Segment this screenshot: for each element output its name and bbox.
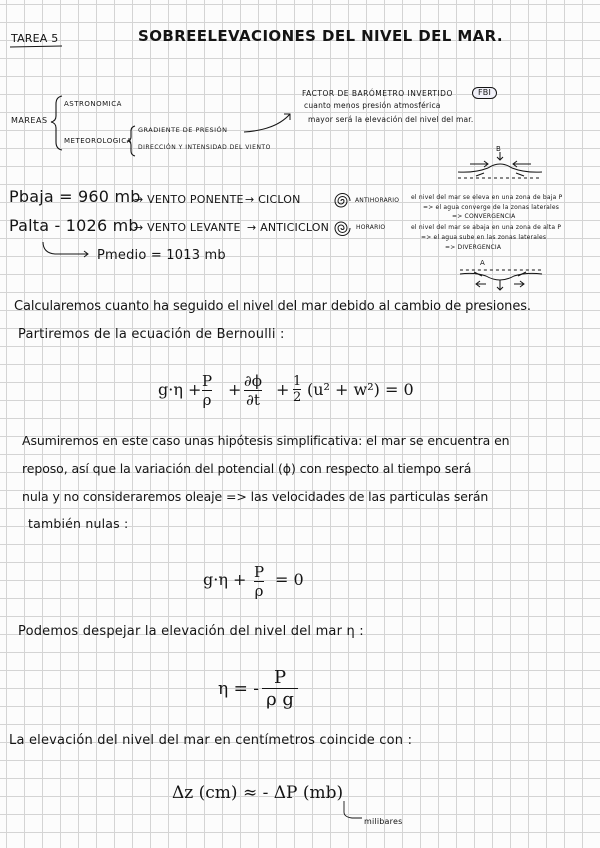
mareas-brace (51, 96, 62, 150)
pressure-low: Pbaja = 960 mb (9, 187, 141, 206)
paragraph-podemos: Podemos despejar la elevación del nivel del mar η : (18, 624, 364, 639)
eq1-frac3-num: 1 (293, 374, 302, 389)
fbi-line1: FACTOR DE BARÓMETRO INVERTIDO (302, 89, 453, 98)
anticyclone-spiral-icon (335, 222, 350, 236)
pmedio-arrow (43, 242, 88, 254)
note-low-2: => el agua converge de la zonas laterales (423, 204, 560, 211)
wind-low: → VENTO PONENTE (134, 193, 244, 206)
mareas-gradiente: GRADIENTE DE PRESIÓN (138, 126, 228, 134)
paragraph-calcularemos: Calcularemos cuanto ha seguido el nivel del mar debido al cambio de presiones. (14, 299, 531, 314)
cyclone-spiral-icon (335, 194, 350, 207)
rotation-low: ANTIHORARIO (355, 197, 400, 204)
paragraph-asumiremos-4: también nulas : (28, 516, 129, 531)
eq4: Δz (cm) ≈ - ΔP (mb) (172, 783, 344, 803)
note-low-3: => CONVERGENCIA (452, 213, 516, 220)
diagram-a-label: A (480, 259, 485, 267)
mareas-astronomica: ASTRONOMICA (64, 100, 122, 108)
rotation-high: HORARIO (356, 224, 386, 231)
system-low: → CICLON (245, 193, 301, 206)
paragraph-partiremos: Partiremos de la ecuación de Bernoulli : (18, 327, 285, 342)
mareas-direccion: DIRECCIÓN Y INTENSIDAD DEL VIENTO (138, 144, 271, 151)
meteo-brace (128, 126, 135, 156)
convergence-diagram (458, 152, 542, 178)
eq1-frac2-num: ∂ϕ (244, 372, 262, 390)
eq1-frac2-den: ∂t (246, 391, 260, 410)
eq3-start: η = - (218, 679, 259, 699)
eq1-frac3-den: 2 (293, 390, 302, 406)
paragraph-asumiremos-3: nula y no consideraremos oleaje => las velocidades de las particulas serán (22, 489, 489, 504)
wind-high: → VENTO LEVANTE (134, 221, 241, 234)
note-low-1: el nivel del mar se eleva en una zona de baja P (411, 194, 563, 201)
eq2-end: = 0 (275, 570, 304, 589)
paragraph-asumiremos-1: Asumiremos en este caso unas hipótesis simplificativa: el mar se encuentra en (22, 433, 510, 448)
pressure-mean: Pmedio = 1013 mb (97, 248, 226, 263)
fbi-line3: mayor será la elevación del nivel del mar. (308, 115, 474, 124)
eq3-den: ρ g (266, 689, 294, 711)
eq1-plus2: + (276, 380, 290, 399)
task-underline (10, 46, 62, 47)
fbi-line2: cuanto menos presión atmosférica (304, 101, 441, 110)
page-title: SOBREELEVACIONES DEL NIVEL DEL MAR. (138, 27, 503, 45)
eq1-frac1-num: P (202, 372, 213, 390)
eq1-start: g·η + (158, 380, 202, 399)
eq1-end: (u² + w²) = 0 (307, 380, 414, 399)
eq2-den: ρ (254, 582, 264, 601)
eq1-frac1-den: ρ (202, 391, 212, 410)
fbi-badge: FBI (472, 87, 497, 99)
paragraph-asumiremos-2: reposo, así que la variación del potencial (ϕ) con respecto al tiempo será (22, 461, 472, 476)
eq2-start: g·η + (203, 570, 247, 589)
eq2-num: P (254, 563, 265, 581)
note-high-3: => DIVERGENCIA (445, 244, 502, 251)
note-high-1: el nivel del mar se abaja en una zona de alta P (411, 224, 562, 231)
task-label: TAREA 5 (11, 32, 59, 45)
system-high: → ANTICICLON (247, 221, 330, 234)
note-high-2: => el agua sube en las zonas laterales (421, 234, 547, 241)
pressure-high: Palta - 1026 mb (9, 216, 139, 235)
mareas-label: MAREAS (11, 116, 48, 125)
divergence-diagram (460, 270, 542, 290)
millibares-annotation: milibares (364, 817, 403, 826)
mareas-meteorologica: METEOROLOGICA (64, 137, 132, 145)
diagram-b-label: B (496, 145, 502, 153)
millibares-hook (344, 801, 362, 818)
eq3-num: P (273, 667, 287, 688)
gradiente-to-fbi-arrow (244, 114, 290, 132)
paragraph-elevacion-cm: La elevación del nivel del mar en centímetros coincide con : (9, 733, 413, 748)
eq1-plus1: + (228, 380, 242, 399)
